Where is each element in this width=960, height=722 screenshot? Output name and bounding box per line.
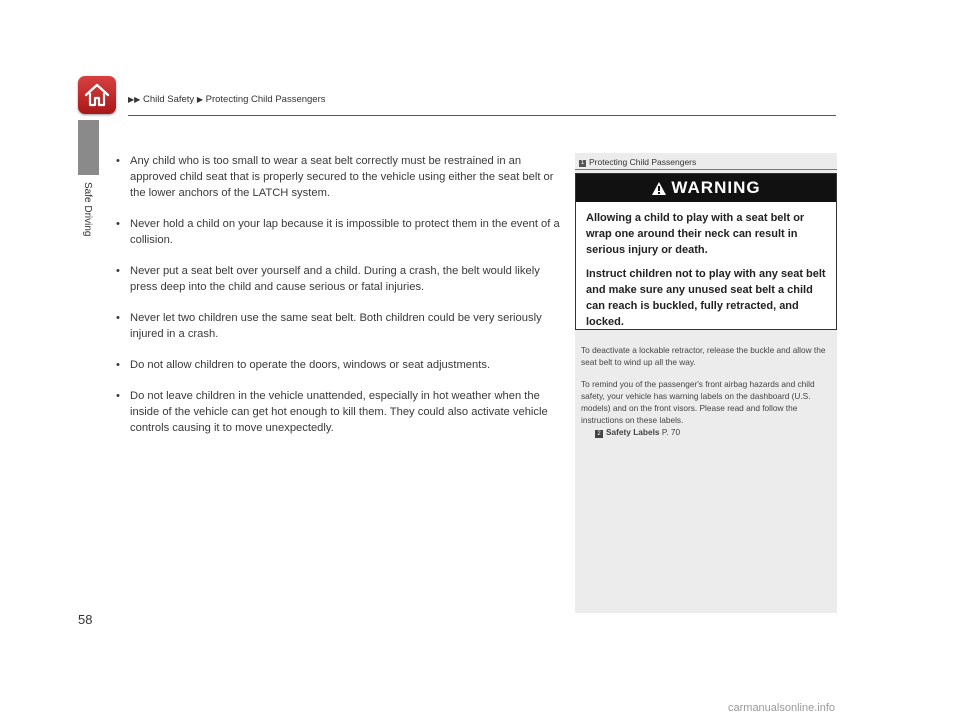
warning-triangle-icon: [651, 181, 667, 196]
breadcrumb-section[interactable]: Child Safety: [142, 94, 195, 105]
section-tab-label: Safe Driving: [82, 182, 93, 237]
bullet-item: • Never put a seat belt over yourself and a child. During a crash, the belt would likely press deep into the child and cause serious or fatal injuries.: [114, 263, 564, 295]
side-panel-title-text: Protecting Child Passengers: [589, 157, 697, 167]
side-notes-panel: [575, 153, 837, 613]
side-panel-divider: [575, 169, 837, 170]
breadcrumb-arrow-icon: ▶: [196, 95, 203, 104]
side-tab-marker: [78, 120, 99, 175]
breadcrumb-page: Protecting Child Passengers: [205, 94, 326, 105]
warning-text: Instruct children not to play with any seat belt and make sure any unused seat belt a child can reach is buckled, fully retracted, and locked.: [586, 268, 826, 328]
safety-bullet-list: [114, 153, 564, 451]
page-number: 58: [78, 612, 93, 627]
warning-box: [575, 173, 837, 330]
cross-reference-page: P. 70: [661, 427, 681, 437]
cross-reference-label: Safety Labels: [606, 427, 660, 437]
bullet-item: • Any child who is too small to wear a seat belt correctly must be restrained in an approved child seat that is properly secured to the vehicle using either the seat belt or the lower anchors of the LATCH system.: [114, 153, 564, 201]
side-panel-body: [581, 344, 833, 438]
bullet-item: • Never hold a child on your lap because it is impossible to protect them in the event of a collision.: [114, 216, 564, 248]
watermark: carmanualsonline.info: [728, 702, 836, 714]
warning-header: [576, 174, 836, 202]
cross-reference-icon: 2: [595, 430, 603, 438]
bullet-item: • Do not leave children in the vehicle unattended, especially in hot weather when the inside of the vehicle can get hot enough to kill them. They could also activate vehicle controls causing it to move unexpectedly.: [114, 388, 564, 436]
bullet-item: • Do not allow children to operate the doors, windows or seat adjustments.: [114, 357, 564, 373]
cross-reference-link[interactable]: [595, 426, 833, 438]
reference-marker-icon: 1: [580, 160, 585, 166]
side-panel-title: [579, 157, 696, 167]
home-icon: [83, 82, 111, 108]
breadcrumb-arrow-icon: ▶▶: [128, 95, 141, 104]
bullet-item: • Never let two children use the same seat belt. Both children could be very seriously injured in a crash.: [114, 310, 564, 342]
warning-heading: WARNING: [671, 178, 761, 197]
side-note-paragraph: To deactivate a lockable retractor, release the buckle and allow the seat belt to wind up all the way.: [581, 345, 826, 367]
breadcrumb: [128, 94, 326, 105]
warning-text: Allowing a child to play with a seat belt or wrap one around their neck can result in serious injury or death.: [586, 212, 805, 256]
side-note-paragraph: To remind you of the passenger's front airbag hazards and child safety, your vehicle has warning labels on the dashboard (U.S. models) and on the front visors. Please read and follow the instructions on these labels.: [581, 379, 815, 425]
header-divider: [128, 115, 836, 116]
home-button[interactable]: [78, 76, 116, 114]
